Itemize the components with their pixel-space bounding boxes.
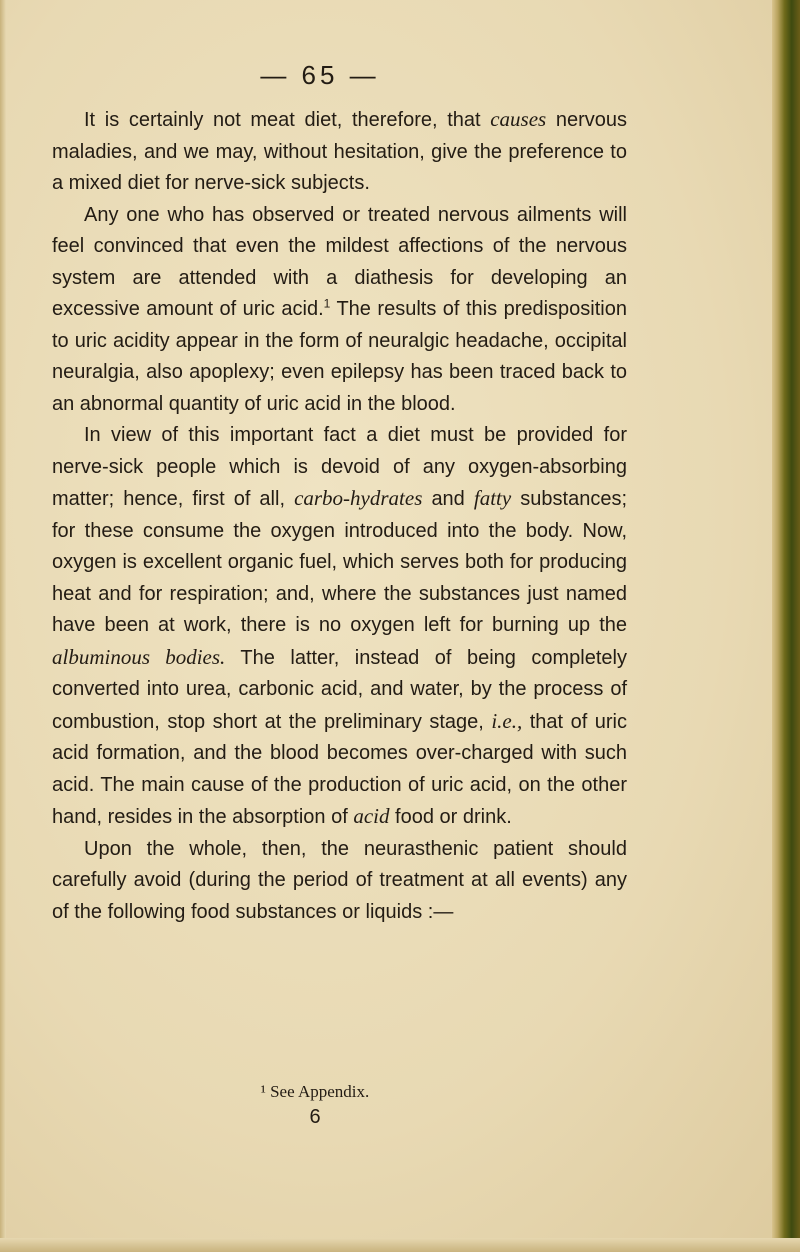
book-spine [772,0,800,1252]
text-run: Upon the whole, then, the neurasthenic patient should carefully avoid (during the period of treatment at all events) any of the following food substances or liquids :— [52,837,627,923]
footnote-marker: 1 [323,296,331,311]
italic-text: acid [353,804,390,828]
paragraph [52,200,627,421]
paragraph [52,420,627,834]
italic-text: causes [490,107,547,131]
text-run: Any one who has observed or treated nervous ailments will feel convinced that even the mildest affections of the nervous system are attended with a diathesis for developing an excessive amount of uric acid. [52,203,627,320]
footnote: ¹ See Appendix. [260,1082,370,1101]
page-bottom-edge [0,1238,800,1252]
paragraph [52,834,627,929]
text-run: nervous maladies, and we may, without hesitation, give the preference to a mixed diet for nerve-sick subjects. [52,109,627,194]
text-run: It is certainly not meat diet, therefore, that [84,109,491,131]
text-run: that of uric acid formation, and the blood becomes over-charged with such acid. The main cause of the production of uric acid, on the other hand, resides in the absorption of [52,710,628,828]
italic-text: albuminous bodies. [52,644,226,669]
italic-text: fatty [473,486,512,510]
page-number: — 65 — [260,60,380,90]
signature-mark: 6 [309,1106,321,1128]
text-run: substances; for these consume the oxygen introduced into the body. Now, oxygen is excellent organic fuel, which serves both for producing heat and for respiration; and, where the substances just named have been at work, there is no oxygen left for burning up the [52,488,627,636]
text-run: The latter, instead of being completely converted into urea, carbonic acid, and water, by the process of combustion, stop short at the preliminary stage, [52,646,627,733]
paragraph [52,104,627,200]
page-left-edge [0,0,6,1252]
text-run: In view of this important fact a diet must be provided for nerve-sick people which is devoid of any oxygen-absorbing matter; hence, first of all, [52,424,627,510]
text-run: food or drink. [389,806,512,828]
body-text [52,104,627,928]
text-run: The results of this predisposition to uric acidity appear in the form of neuralgic headache, occipital neuralgia, also apoplexy; even epilepsy has been traced back to an abnormal quantity of uric acid in the blood. [52,298,627,415]
text-run: and [422,488,474,510]
italic-text: carbo-hydrates [294,486,423,510]
italic-text: i.e., [491,708,523,733]
